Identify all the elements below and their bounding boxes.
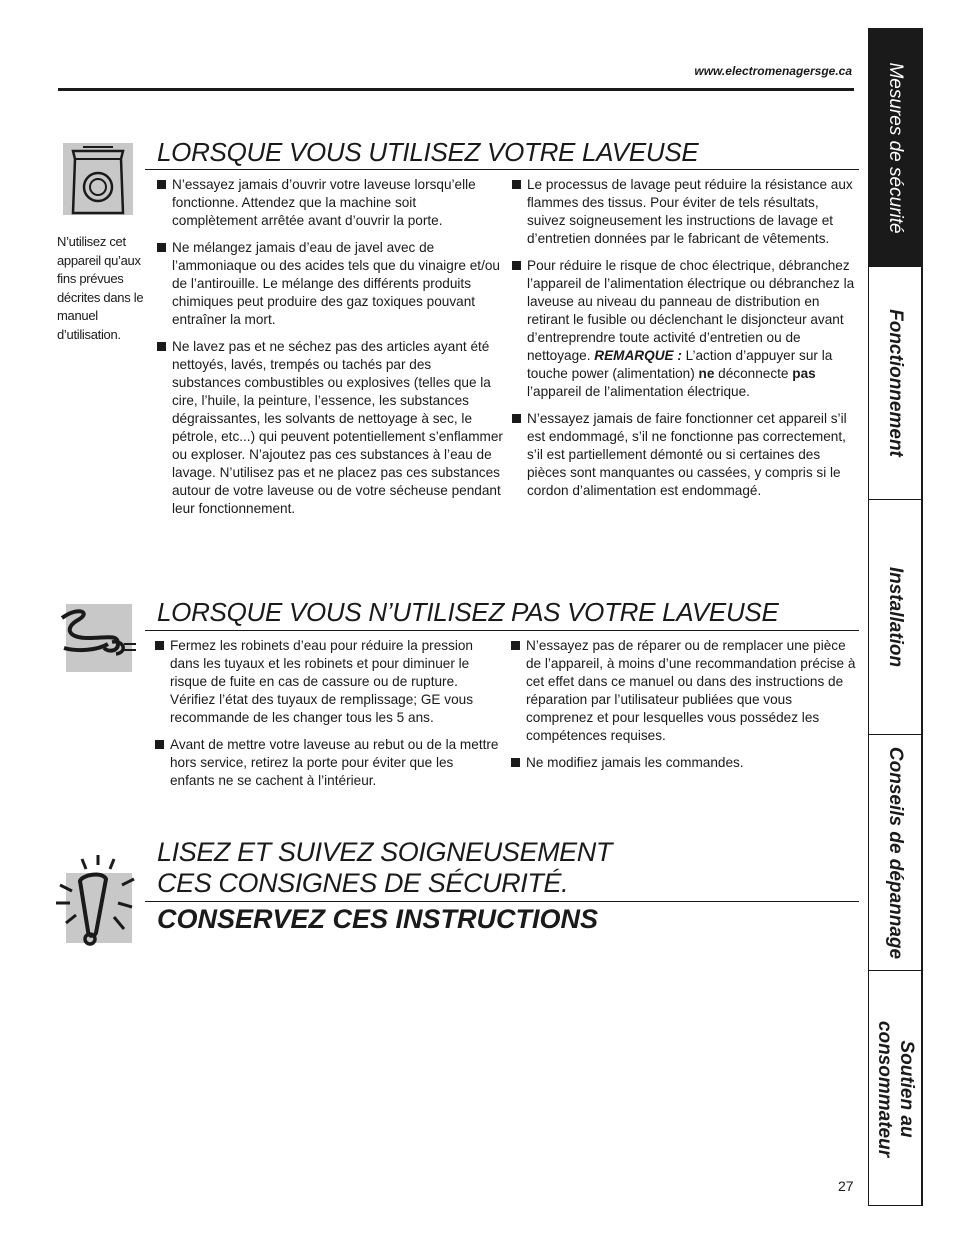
tab-label: Conseils de dépannage: [885, 746, 906, 959]
washer-icon: [63, 143, 133, 215]
bullet-icon: [157, 243, 166, 252]
safety-heading: LISEZ ET SUIVEZ SOIGNEUSEMENT CES CONSIGNES DE SÉCURITÉ.: [157, 837, 612, 898]
remark: REMARQUE : L’action d’appuyer sur la touche power (alimentation) ne déconnecte pas l’appareil de l’alimentation électrique.: [527, 348, 833, 399]
list-item: N’essayez pas de réparer ou de remplacer une pièce de l’appareil, à moins d’une recommandation précise à cet effet dans ce manuel ou dans des instructions de réparation par l’utilisateur publiées que vous comprenez et pour lesquelles vous possédez les compétences requises.: [511, 637, 857, 745]
side-note: N’utilisez cet appareil qu’aux fins prévues décrites dans le manuel d’utilisation.: [57, 234, 144, 342]
bullet-icon: [157, 342, 166, 351]
section-rule: [145, 901, 859, 902]
bullet-icon: [512, 261, 521, 270]
bullet-icon: [155, 641, 164, 650]
side-tab-bar: [868, 28, 923, 1206]
bullet-icon: [512, 180, 521, 189]
washer-icon-box: [63, 143, 133, 215]
list-item: Ne mélangez jamais d’eau de javel avec de l’ammoniaque ou des acides tels que du vinaigre et/ou de l’antirouille. Le mélange des différents produits chimiques peut produire des gaz toxiques pouvant entraîner la mort.: [157, 239, 503, 329]
tab-label: Mesures de sécurité: [885, 61, 906, 234]
warning-icon-box: [66, 873, 132, 943]
plug-icon-box: [66, 604, 132, 672]
list-item: Fermez les robinets d’eau pour réduire la pression dans les tuyaux et les robinets et pour diminuer le risque de fuite en cas de cassure ou de rupture. Vérifiez l’état des tuyaux de remplissage; GE vous recommande de les changer tous les 5 ans.: [155, 637, 501, 727]
section1-left-column: [157, 176, 503, 527]
tab-troubleshooting[interactable]: [869, 735, 921, 971]
tab-label: Installation: [885, 566, 906, 668]
bullet-icon: [511, 758, 520, 767]
warning-exclamation-icon: [52, 851, 152, 951]
list-item: Ne lavez pas et ne séchez pas des articles ayant été nettoyés, lavés, trempés ou tachés par des substances combustibles ou explosives (telles que la cire, l’huile, la peinture, l’essence, les substances dégraissantes, les solvants de nettoyage à sec, le pétrole, etc...) qui peuvent potentiellement s’enflammer ou exploser. N’ajoutez pas ces substances à l’eau de lavage. N’utilisez pas et ne placez pas ces substances autour de votre laveuse ou de votre sécheuse pendant leur fonctionnement.: [157, 338, 503, 518]
section2-right-column: [511, 637, 857, 781]
list-item: Ne modifiez jamais les commandes.: [511, 754, 857, 772]
keep-instructions-heading: CONSERVEZ CES INSTRUCTIONS: [157, 904, 599, 934]
tab-installation[interactable]: [869, 500, 921, 735]
section-rule: [145, 630, 859, 631]
bullet-icon: [157, 180, 166, 189]
section1-right-column: [512, 176, 858, 509]
list-item: Avant de mettre votre laveuse au rebut ou de la mettre hors service, retirez la porte pour éviter que les enfants ne se cachent à l’intérieur.: [155, 736, 501, 790]
section-title-not-using: LORSQUE VOUS N’UTILISEZ PAS VOTRE LAVEUSE: [157, 597, 779, 627]
website-url: www.electromenagersge.ca: [694, 64, 852, 78]
list-item: N’essayez jamais d’ouvrir votre laveuse lorsqu’elle fonctionne. Attendez que la machine soit complètement arrêtée avant d’ouvrir la porte.: [157, 176, 503, 230]
section2-left-column: [155, 637, 501, 799]
tab-consumer-support[interactable]: [869, 971, 921, 1207]
tab-label: Soutien au consommateur: [874, 1020, 917, 1158]
tab-safety[interactable]: [869, 29, 921, 267]
top-rule: [58, 88, 854, 91]
list-item: N’essayez jamais de faire fonctionner cet appareil s’il est endommagé, s’il ne fonctionne pas correctement, s’il est partiellement démonté ou si certaines des pièces sont manquantes ou cassées, y compris si le cordon d’alimentation est endommagé.: [512, 410, 858, 500]
power-plug-icon: [58, 604, 142, 672]
tab-operation[interactable]: [869, 267, 921, 500]
section-title-using: LORSQUE VOUS UTILISEZ VOTRE LAVEUSE: [157, 137, 699, 167]
page-number: 27: [838, 1178, 854, 1194]
section-rule: [145, 169, 859, 170]
bullet-icon: [512, 414, 521, 423]
tab-label: Fonctionnement: [885, 309, 906, 457]
list-item: Pour réduire le risque de choc électrique, débranchez l’appareil de l’alimentation électrique ou débranchez la laveuse au niveau du panneau de distribution en retirant le fusible ou déclenchant le disjoncteur avant d’entreprendre toute activité d’entretien ou de nettoyage. REMARQUE : L’action d’appuyer sur la touche power (alimentation) ne déconnecte pas l’appareil de l’alimentation électrique.: [512, 257, 858, 401]
list-item: Le processus de lavage peut réduire la résistance aux flammes des tissus. Pour éviter de tels résultats, suivez soigneusement les instructions de lavage et d’entretien données par le fabricant de vêtements.: [512, 176, 858, 248]
bullet-icon: [511, 641, 520, 650]
bullet-icon: [155, 740, 164, 749]
